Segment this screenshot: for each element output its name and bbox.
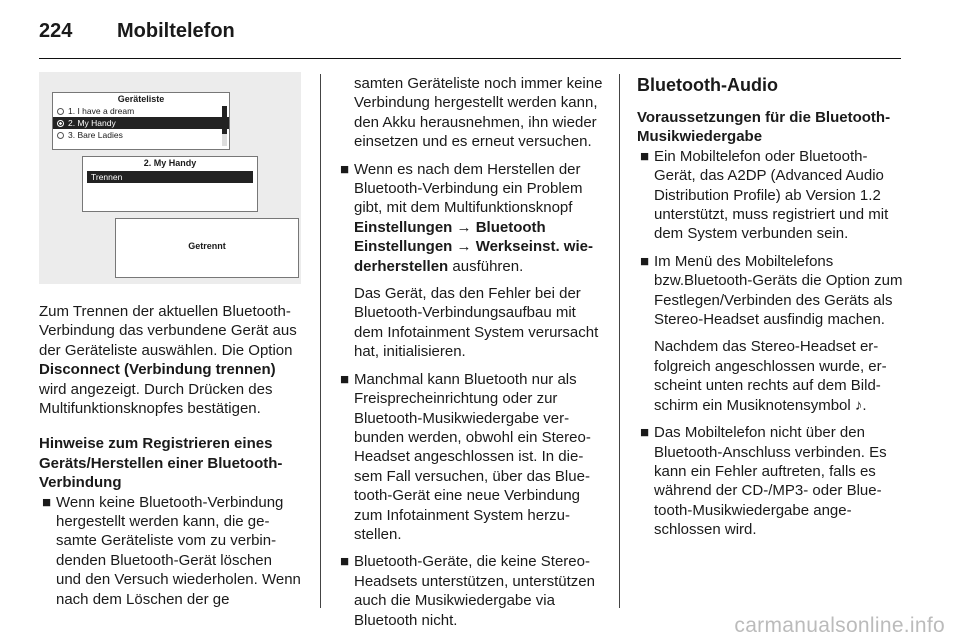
watermark[interactable]: carmanualsonline.info xyxy=(734,614,945,637)
column-divider xyxy=(619,74,620,608)
list-item-selected xyxy=(53,117,229,129)
list-item: ■ Das Mobiltelefon nicht über den Bluetooth-Anschluss verbinden. Es kann ein Fehler auftreten, falls es während der CD-/MP3- oder Bluetooth-Musikwiedergabe angeschlossen wird. xyxy=(640,424,887,539)
radio-icon xyxy=(57,132,64,139)
list-item-label: 1. I have a dream xyxy=(68,105,135,116)
scroll-thumb xyxy=(222,106,227,134)
hints-list xyxy=(39,493,301,609)
list-item: ■ Im Menü des Mobiltelefons bzw.Bluetooth-Geräts die Option zum Festlegen/Verbinden des Geräts als Stereo-Headset ausfindig machen. Nachdem das Stereo-Headset erfolgreich angeschlossen wurde, erscheint unten rechts auf dem Bildschirm ein Musiknotensymbol ♪. xyxy=(640,252,903,414)
section-title: Bluetooth-Audio xyxy=(637,75,778,95)
list-item xyxy=(53,105,229,117)
list-item: ■ Bluetooth-Geräte, die keine Stereo-Headsets unterstützen, unterstützen auch die Musikwiedergabe via Bluetooth nicht. xyxy=(340,553,595,629)
device-list-screen xyxy=(52,92,230,150)
column-right xyxy=(637,74,903,548)
bullet-icon: ■ xyxy=(640,147,650,165)
list-item: ■ Ein Mobiltelefon oder Bluetooth-Gerät, das A2DP (Advanced Audio Distribution Profile) ab Version 1.2 unterstützt, muss registriert und mit dem System verbunden sein. xyxy=(640,147,889,243)
bullet-icon: ■ xyxy=(42,493,52,511)
device-menu-screen xyxy=(82,156,258,212)
scrollbar xyxy=(222,106,227,146)
bullet-icon: ■ xyxy=(340,160,350,178)
list-item-label: 3. Bare Ladies xyxy=(68,129,123,140)
screen-title: 2. My Handy xyxy=(143,158,197,168)
bullet-icon: ■ xyxy=(640,424,650,442)
hints-list-cont xyxy=(337,160,603,630)
screen-title: Geräteliste xyxy=(117,94,165,104)
subheading: Voraussetzungen für die Bluetooth-Musikwiedergabe xyxy=(637,109,891,146)
disconnect-option: Trennen xyxy=(87,171,253,183)
bullet-icon: ■ xyxy=(340,370,350,388)
continuation-text: samten Geräteliste noch immer keine Verbindung hergestellt werden kann, den Akku herausnehmen, ihn wieder einsetzen und es erneut versuchen. xyxy=(354,75,603,151)
status-message: Getrennt xyxy=(188,241,226,251)
bullet-icon: ■ xyxy=(640,252,650,270)
status-screen xyxy=(115,218,299,278)
bullet-icon: ■ xyxy=(340,553,350,571)
list-item-paragraph: Nachdem das Stereo-Headset erfolgreich angeschlossen wurde, erscheint unten rechts auf dem Bildschirm ein Musiknotensymbol ♪. xyxy=(654,338,887,414)
list-item: ■ Manchmal kann Bluetooth nur als Freisprecheinrichtung oder zur Bluetooth-Musikwiedergabe verbunden werden, obwohl ein Stereo-Headset angeschlossen ist. In diesem Fall versuchen, über das Bluetooth-Gerät eine neue Verbindung zum Infotainment System herzustellen. xyxy=(340,370,591,543)
running-title: Mobiltelefon xyxy=(117,20,235,42)
subheading: Hinweise zum Registrieren eines Geräts/Herstellen einer Bluetooth-Verbindung xyxy=(39,435,283,492)
list-item-label: 2. My Handy xyxy=(68,117,116,128)
radio-icon xyxy=(57,108,64,115)
page-header xyxy=(39,14,901,59)
column-left xyxy=(39,72,301,617)
intro-paragraph: Zum Trennen der aktuellen Bluetooth-Verbindung das verbundene Gerät aus der Geräteliste auswählen. Die Option Disconnect (Verbindung trennen) wird angezeigt. Durch Drücken des Multifunktionsknopfes bestätigen. xyxy=(39,303,297,418)
list-item: ■ Wenn keine Bluetooth-Verbindung hergestellt werden kann, die gesamte Geräteliste vom zu verbindenden Bluetooth-Gerät löschen und den Versuch wiederholen. Wenn nach dem Löschen der ge xyxy=(42,493,301,608)
column-middle xyxy=(337,74,603,638)
requirements-list xyxy=(637,147,903,540)
column-divider xyxy=(320,74,321,608)
option-name: Disconnect (Verbindung trennen) xyxy=(39,361,276,379)
screen-illustration xyxy=(39,72,301,284)
list-item xyxy=(53,129,229,141)
radio-selected-icon xyxy=(57,120,64,127)
list-item-paragraph: Das Gerät, das den Fehler bei der Bluetooth-Verbindungsaufbau mit dem Infotainment System verursacht hat, initialisieren. xyxy=(354,285,599,361)
page-number: 224 xyxy=(39,20,73,42)
list-item: ■ Wenn es nach dem Herstellen der Bluetooth-Verbindung ein Problem gibt, mit dem Multifunktionsknopf Einstellungen → Bluetooth Einstellungen → Werkseinst. wiederherstellen ausführen. Das Gerät, das den Fehler bei der Bluetooth-Verbindungsaufbau mit dem Infotainment System verursacht hat, initialisieren. xyxy=(337,160,603,362)
